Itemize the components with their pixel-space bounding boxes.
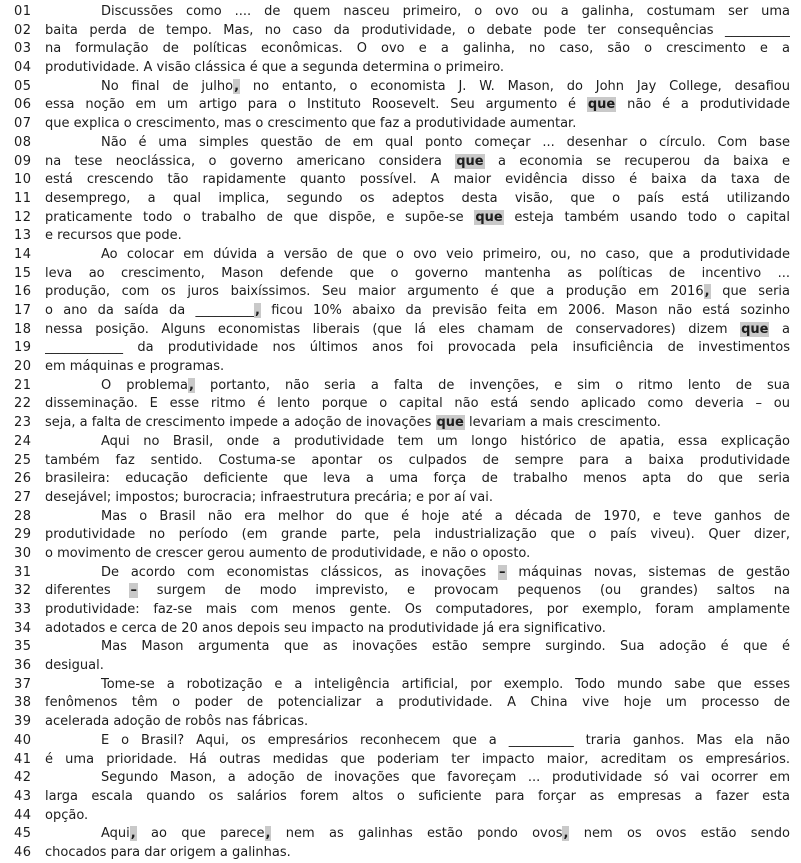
text-line xyxy=(14,96,790,115)
text-segment: O problema xyxy=(101,377,188,393)
line-text xyxy=(45,657,790,676)
highlighted-token: que xyxy=(456,153,484,169)
text-line xyxy=(14,470,790,489)
text-line xyxy=(14,676,790,695)
text-line xyxy=(14,694,790,713)
text-line xyxy=(14,788,790,807)
fill-in-blank: __________ xyxy=(725,22,790,38)
line-number: 39 xyxy=(14,714,32,730)
text-line xyxy=(14,508,790,527)
text-line xyxy=(14,395,790,414)
text-line xyxy=(14,433,790,452)
text-line xyxy=(14,171,790,190)
text-line xyxy=(14,414,790,433)
highlighted-token: – xyxy=(499,564,506,580)
text-segment: leva ao crescimento, Mason defende que o governo mantenha as políticas de incentivo ... xyxy=(45,265,790,281)
line-text xyxy=(45,40,790,59)
line-text xyxy=(45,452,790,471)
line-number: 44 xyxy=(14,807,32,823)
line-number: 36 xyxy=(14,658,32,674)
line-text xyxy=(45,825,790,844)
line-text xyxy=(45,489,790,508)
text-line xyxy=(14,713,790,732)
text-line xyxy=(14,302,790,321)
line-text xyxy=(45,694,790,713)
text-line xyxy=(14,321,790,340)
line-number: 07 xyxy=(14,116,32,132)
line-number: 42 xyxy=(14,770,32,786)
text-segment: produtividade: faz-se mais com menos gente. Os computadores, por exemplo, foram amplamente xyxy=(45,602,790,617)
text-line xyxy=(14,825,790,844)
line-text xyxy=(45,134,790,153)
line-number: 22 xyxy=(14,396,32,412)
line-number: 03 xyxy=(14,41,32,57)
text-segment: da produtividade nos últimos anos foi provocada pela insuficiência de investimentos xyxy=(123,340,790,356)
line-number: 09 xyxy=(14,153,32,169)
line-number: 28 xyxy=(14,508,32,524)
line-text xyxy=(45,153,790,172)
highlighted-token: , xyxy=(265,826,271,842)
line-number: 08 xyxy=(14,134,32,150)
text-segment: nessa posição. Alguns economistas liberais (que lá eles chamam de conservadores) dizem xyxy=(45,321,741,337)
highlighted-token: , xyxy=(130,826,136,842)
line-number: 24 xyxy=(14,433,32,449)
text-line xyxy=(14,40,790,59)
text-segment: Mas o Brasil não era melhor do que é hoje até a década de 1970, e teve ganhos de xyxy=(101,508,790,524)
line-text xyxy=(45,526,790,545)
line-number: 02 xyxy=(14,22,32,38)
text-segment: o ano da saída da xyxy=(45,303,196,318)
text-segment: No final de julho xyxy=(101,78,234,94)
text-segment: produtividade. A visão clássica é que a segunda determina o primeiro. xyxy=(45,60,505,76)
line-text xyxy=(45,545,790,564)
text-segment: o movimento de crescer gerou aumento de produtividade, e não o oposto. xyxy=(45,545,531,561)
text-line xyxy=(14,190,790,209)
line-number: 19 xyxy=(14,340,32,356)
line-number: 05 xyxy=(14,78,32,94)
line-text xyxy=(45,470,790,489)
line-text xyxy=(45,209,790,228)
line-number: 21 xyxy=(14,377,32,393)
text-segment: esteja também usando todo o capital xyxy=(503,209,790,225)
text-line xyxy=(14,526,790,545)
line-number: 37 xyxy=(14,676,32,692)
line-number: 11 xyxy=(14,190,32,206)
line-text xyxy=(45,564,790,583)
line-number: 16 xyxy=(14,284,32,300)
text-segment: surgem de modo imprevisto, e provocam pequenos (ou grandes) saltos na xyxy=(137,583,790,599)
text-line xyxy=(14,601,790,620)
text-segment: Discussões como .... de quem nasceu primeiro, o ovo ou a galinha, costumam ser uma xyxy=(101,4,790,19)
text-segment: opção. xyxy=(45,807,89,823)
text-line xyxy=(14,489,790,508)
line-text xyxy=(45,227,790,246)
line-number: 23 xyxy=(14,415,32,431)
highlighted-token: , xyxy=(189,377,194,393)
line-number: 31 xyxy=(14,564,32,580)
text-segment: Aqui no Brasil, onde a produtividade tem um longo histórico de apatia, essa explicação xyxy=(101,433,790,449)
line-number: 46 xyxy=(14,844,32,860)
text-segment: portanto, não seria a falta de invenções, e sim o ritmo lento de sua xyxy=(194,377,790,393)
text-segment: a xyxy=(769,321,790,337)
highlighted-token: que xyxy=(436,415,464,431)
highlighted-token: , xyxy=(234,78,240,94)
line-number: 30 xyxy=(14,545,32,561)
line-text xyxy=(45,22,790,41)
text-line xyxy=(14,582,790,601)
line-text xyxy=(45,601,790,620)
highlighted-token: – xyxy=(130,583,137,599)
text-segment: em máquinas e programas. xyxy=(45,359,225,375)
text-segment: nem as galinhas estão pondo ovos xyxy=(271,826,563,842)
line-number: 06 xyxy=(14,97,32,113)
line-text xyxy=(45,377,790,396)
line-text xyxy=(45,321,790,340)
line-number: 33 xyxy=(14,602,32,617)
text-segment: levariam a mais crescimento. xyxy=(464,415,661,431)
text-line xyxy=(14,265,790,284)
line-number: 18 xyxy=(14,321,32,337)
highlighted-token: que xyxy=(741,321,769,337)
text-line xyxy=(14,209,790,228)
line-text xyxy=(45,302,790,321)
text-line xyxy=(14,59,790,78)
line-number: 29 xyxy=(14,527,32,543)
text-segment: desejável; impostos; burocracia; infraestrutura precária; e por aí vai. xyxy=(45,489,493,505)
line-text xyxy=(45,265,790,284)
line-text xyxy=(45,620,790,639)
line-text xyxy=(45,171,790,190)
line-text xyxy=(45,676,790,695)
line-text xyxy=(45,807,790,826)
line-number: 01 xyxy=(14,4,32,19)
text-segment: acelerada adoção de robôs nas fábricas. xyxy=(45,714,309,730)
line-text xyxy=(45,751,790,770)
text-line xyxy=(14,358,790,377)
fill-in-blank: __________ xyxy=(508,732,574,748)
text-segment: na tese neoclássica, o governo americano considera xyxy=(45,153,456,169)
line-text xyxy=(45,844,790,863)
text-segment: fenômenos têm o poder de potencializar a produtividade. A China vive hoje um processo de xyxy=(45,695,790,711)
text-segment: também faz sentido. Costuma-se apontar os culpados de sempre para a baixa produtividade xyxy=(45,452,790,468)
text-segment: máquinas novas, sistemas de gestão xyxy=(506,564,790,580)
line-number: 15 xyxy=(14,265,32,281)
fill-in-blank: _________ xyxy=(195,303,254,318)
line-number: 27 xyxy=(14,489,32,505)
text-line xyxy=(14,115,790,134)
text-segment: larga escala quando os salários forem altos o suficiente para forçar as empresas a fazer esta xyxy=(45,788,790,804)
line-number: 35 xyxy=(14,639,32,655)
text-segment: a economia se recuperou da baixa e xyxy=(484,153,790,169)
text-line xyxy=(14,657,790,676)
text-line xyxy=(14,620,790,639)
line-number: 17 xyxy=(14,303,32,318)
text-line xyxy=(14,339,790,358)
line-text xyxy=(45,283,790,302)
line-text xyxy=(45,769,790,788)
text-segment: ficou 10% abaixo da previsão feita em 2006. Mason não está sozinho xyxy=(260,303,790,318)
text-segment: Mas Mason argumenta que as inovações estão sempre surgindo. Sua adoção é que é xyxy=(101,639,790,655)
text-line xyxy=(14,227,790,246)
text-segment: não é a produtividade xyxy=(616,97,790,113)
text-line xyxy=(14,78,790,97)
line-number: 45 xyxy=(14,826,32,842)
text-line xyxy=(14,377,790,396)
line-text xyxy=(45,115,790,134)
text-segment: que explica o crescimento, mas o crescimento que faz a produtividade aumentar. xyxy=(45,116,577,132)
text-line xyxy=(14,246,790,265)
text-line xyxy=(14,134,790,153)
fill-in-blank: ____________ xyxy=(45,340,123,356)
text-segment: produção, com os juros baixíssimos. Seu maior argumento é que a produção em 2016 xyxy=(45,284,704,300)
line-number: 43 xyxy=(14,788,32,804)
text-segment: traria ganhos. Mas ela não xyxy=(573,732,790,748)
text-segment: adotados e cerca de 20 anos depois seu impacto na produtividade já era significativo. xyxy=(45,620,606,636)
text-segment: na formulação de políticas econômicas. O ovo e a galinha, no caso, são o crescimento e a xyxy=(45,41,790,57)
line-text xyxy=(45,788,790,807)
line-number: 40 xyxy=(14,732,32,748)
text-segment: Aqui xyxy=(101,826,130,842)
text-line xyxy=(14,732,790,751)
line-text xyxy=(45,713,790,732)
text-segment: diferentes xyxy=(45,583,130,599)
line-text xyxy=(45,96,790,115)
text-segment: Segundo Mason, a adoção de inovações que favoreçam ... produtividade só vai ocorrer em xyxy=(101,770,790,786)
text-segment: praticamente todo o trabalho de que dispõe, e supõe-se xyxy=(45,209,475,225)
line-text xyxy=(45,508,790,527)
line-text xyxy=(45,433,790,452)
text-segment: e recursos que pode. xyxy=(45,228,182,244)
highlighted-token: , xyxy=(254,303,260,318)
line-number: 38 xyxy=(14,695,32,711)
highlighted-token: que xyxy=(587,97,616,113)
line-number: 25 xyxy=(14,452,32,468)
text-segment: está crescendo tão rapidamente quanto possível. A maior evidência disso é baixa da taxa de xyxy=(45,172,790,188)
line-number: 20 xyxy=(14,359,32,375)
text-line xyxy=(14,283,790,302)
text-segment: desemprego, a qual implica, segundo os adeptos desta visão, que o país está utilizando xyxy=(45,190,790,206)
line-text xyxy=(45,732,790,751)
line-number: 32 xyxy=(14,583,32,599)
line-number: 26 xyxy=(14,471,32,487)
text-line xyxy=(14,844,790,863)
highlighted-token: , xyxy=(563,826,569,842)
text-segment: essa noção em um artigo para o Instituto Roosevelt. Seu argumento é xyxy=(45,97,587,113)
line-text xyxy=(45,395,790,414)
text-line xyxy=(14,452,790,471)
text-passage xyxy=(14,3,790,863)
text-segment: E o Brasil? Aqui, os empresários reconhecem que a xyxy=(101,732,509,748)
line-text xyxy=(45,190,790,209)
text-line xyxy=(14,751,790,770)
text-segment: que seria xyxy=(710,284,790,300)
line-text xyxy=(45,582,790,601)
text-segment: baita perda de tempo. Mas, no caso da produtividade, o debate pode ter consequências xyxy=(45,22,725,38)
line-text xyxy=(45,59,790,78)
text-line xyxy=(14,807,790,826)
text-segment: brasileira: educação deficiente que leva a uma força de trabalho menos apta do que seria xyxy=(45,471,790,487)
text-line xyxy=(14,545,790,564)
text-line xyxy=(14,153,790,172)
text-segment: Não é uma simples questão de em qual ponto começar ... desenhar o círculo. Com base xyxy=(101,134,790,150)
text-segment: Ao colocar em dúvida a versão de que o ovo veio primeiro, ou, no caso, que a produtividade xyxy=(101,246,790,262)
text-segment: desigual. xyxy=(45,658,104,674)
text-segment: De acordo com economistas clássicos, as inovações xyxy=(101,564,499,580)
text-line xyxy=(14,769,790,788)
line-number: 12 xyxy=(14,209,32,225)
text-segment: é uma prioridade. Há outras medidas que poderiam ter impacto maior, acreditam os empresários. xyxy=(45,751,790,767)
line-number: 34 xyxy=(14,620,32,636)
line-text xyxy=(45,78,790,97)
line-number: 10 xyxy=(14,172,32,188)
line-number: 13 xyxy=(14,228,32,244)
text-line xyxy=(14,638,790,657)
line-text xyxy=(45,339,790,358)
text-segment: produtividade no período (em grande parte, pela industrialização que o país viveu). Quer dizer, xyxy=(45,527,790,543)
line-number: 04 xyxy=(14,60,32,76)
highlighted-token: que xyxy=(475,209,503,225)
line-text xyxy=(45,246,790,265)
line-number: 41 xyxy=(14,751,32,767)
text-segment: disseminação. E esse ritmo é lento porque o capital não está sendo aplicado como deveria – ou xyxy=(45,396,790,412)
text-line xyxy=(14,22,790,41)
line-text xyxy=(45,638,790,657)
text-segment: ao que parece xyxy=(136,826,265,842)
text-segment: chocados para dar origem a galinhas. xyxy=(45,844,291,860)
highlighted-token: , xyxy=(704,284,710,300)
text-segment: nem os ovos estão sendo xyxy=(569,826,790,842)
line-text xyxy=(45,358,790,377)
text-line xyxy=(14,564,790,583)
text-line xyxy=(14,3,790,22)
line-number: 14 xyxy=(14,246,32,262)
line-text xyxy=(45,3,790,22)
text-segment: no entanto, o economista J. W. Mason, do John Jay College, desafiou xyxy=(240,78,790,94)
text-segment: seja, a falta de crescimento impede a adoção de inovações xyxy=(45,415,436,431)
text-segment: Tome-se a robotização e a inteligência artificial, por exemplo. Todo mundo sabe que esses xyxy=(101,676,790,692)
line-text xyxy=(45,414,790,433)
